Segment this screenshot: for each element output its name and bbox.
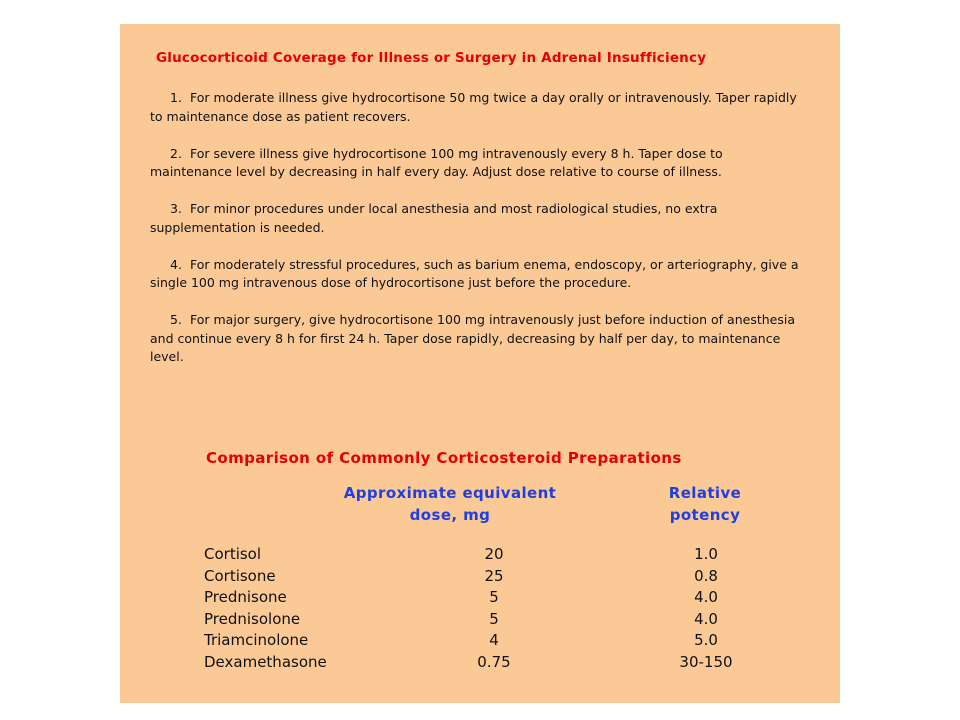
item-number: 2. xyxy=(170,145,182,161)
potency-value: 5.0 xyxy=(694,631,718,649)
item-number: 4. xyxy=(170,256,182,272)
item-text: For moderately stressful procedures, such as barium enema, endoscopy, or arteriography, give a single 100 mg intravenous dose of hydrocortisone just before the procedure. xyxy=(150,256,799,290)
coverage-title: Glucocorticoid Coverage for Illness or Surgery in Adrenal Insufficiency xyxy=(156,50,707,66)
dose-header-line1: Approximate equivalent xyxy=(343,484,557,502)
item-text: For minor procedures under local anesthesia and most radiological studies, no extra supplementation is needed. xyxy=(150,201,718,235)
potency-header-line2: potency xyxy=(669,506,741,524)
drug-name: Prednisone xyxy=(204,588,287,606)
coverage-item-4 xyxy=(150,256,800,293)
comparison-title: Comparison of Commonly Corticosteroid Preparations xyxy=(206,449,682,467)
dose-value: 5 xyxy=(489,609,499,628)
drug-name: Dexamethasone xyxy=(204,652,327,671)
item-number: 3. xyxy=(170,201,182,216)
potency-value: 4.0 xyxy=(694,609,718,628)
potency-value: 0.8 xyxy=(694,566,718,585)
dose-value: 25 xyxy=(484,566,504,585)
item-text: For major surgery, give hydrocortisone 100 mg intravenously just before induction of anesthesia and continue every 8 h for first 24 h. Taper dose rapidly, decreasing by half per day, to maintenance level. xyxy=(150,312,795,364)
potency-value: 4.0 xyxy=(694,588,718,606)
content-panel xyxy=(120,24,840,703)
item-text: For moderate illness give hydrocortisone 50 mg twice a day orally or intravenously. Taper rapidly to maintenance dose as patient recovers. xyxy=(150,90,797,124)
drug-name: Cortisol xyxy=(204,545,262,563)
drug-name: Prednisolone xyxy=(204,609,301,628)
item-number: 1. xyxy=(170,90,182,105)
dose-value: 5 xyxy=(489,588,499,606)
potency-value: 1.0 xyxy=(694,545,718,563)
coverage-item-3 xyxy=(150,200,800,237)
coverage-item-1 xyxy=(150,89,800,126)
dose-header-line2: dose, mg xyxy=(409,506,491,524)
potency-value: 30-150 xyxy=(679,652,733,671)
coverage-item-5 xyxy=(150,311,800,367)
dose-value: 4 xyxy=(489,631,499,649)
potency-column-header xyxy=(650,482,760,526)
item-text: For severe illness give hydrocortisone 100 mg intravenously every 8 h. Taper dose to maintenance level by decreasing in half every day. Adjust dose relative to course of illness. xyxy=(150,145,723,179)
dose-value: 20 xyxy=(484,545,504,563)
potency-header-line1: Relative xyxy=(668,484,742,502)
dose-column-header xyxy=(325,482,575,526)
coverage-item-2 xyxy=(150,145,800,182)
item-number: 5. xyxy=(170,312,182,327)
drug-name: Cortisone xyxy=(204,566,276,585)
drug-name: Triamcinolone xyxy=(204,631,309,649)
coverage-list xyxy=(150,89,800,385)
dose-value: 0.75 xyxy=(477,652,511,671)
